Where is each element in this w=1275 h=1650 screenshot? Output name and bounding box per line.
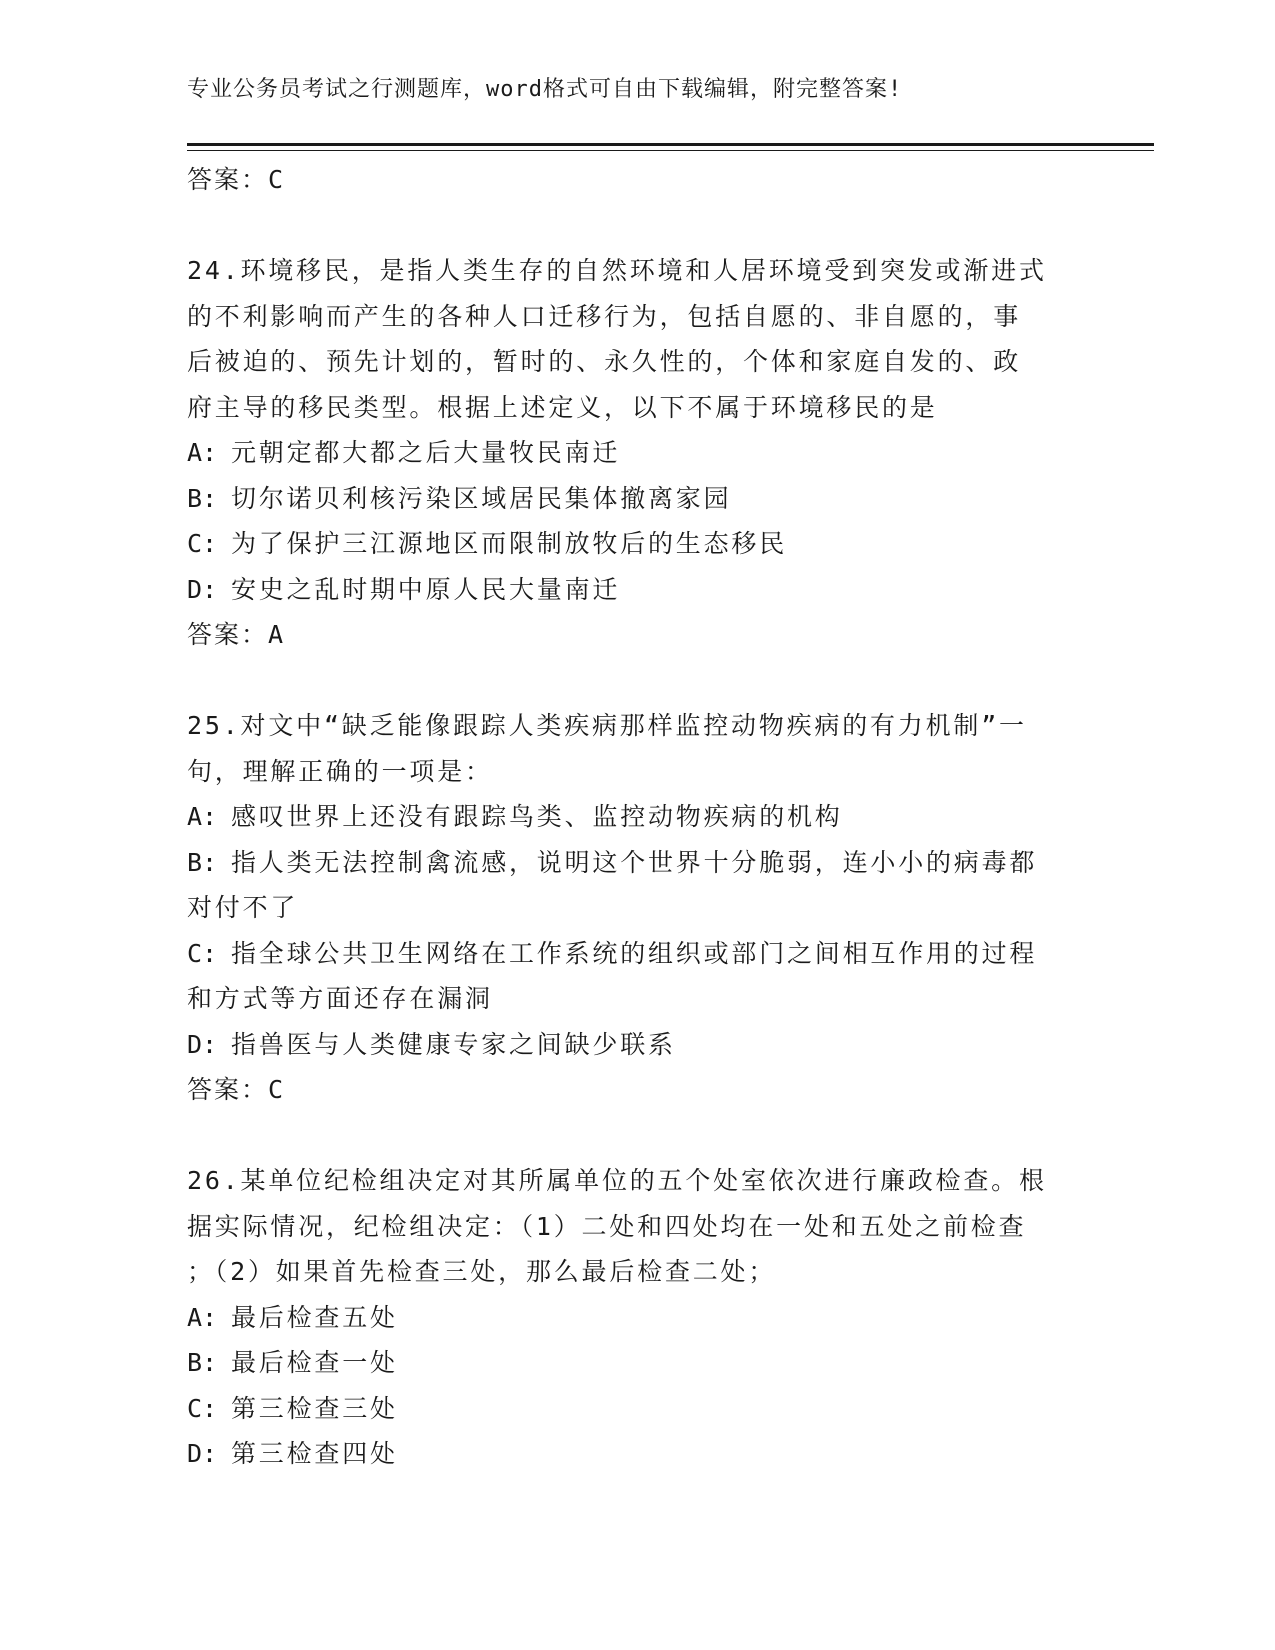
option-text: 指人类无法控制禽流感，说明这个世界十分脆弱，连小小的病毒都 [231, 847, 1038, 877]
option-letter: A: [187, 438, 218, 467]
option-letter: B: [187, 847, 218, 877]
question-25 [187, 703, 1087, 1113]
question-stem-line: 的不利影响而产生的各种人口迁移行为，包括自愿的、非自愿的，事 [187, 301, 1022, 331]
option-text: 第三检查四处 [231, 1439, 398, 1468]
option-d [187, 1431, 1087, 1477]
question-26 [187, 1158, 1087, 1477]
answer-label: 答案：C [187, 1075, 286, 1104]
option-text: 元朝定都大都之后大量牧民南迁 [231, 438, 621, 467]
option-c-continued: 和方式等方面还存在漏洞 [187, 984, 493, 1013]
option-b [187, 476, 1087, 522]
option-text: 切尔诺贝利核污染区域居民集体撤离家园 [231, 483, 732, 513]
option-letter: D: [187, 1029, 218, 1059]
header-rule-thick [187, 143, 1154, 146]
option-a [187, 430, 1087, 476]
option-text: 最后检查五处 [231, 1302, 398, 1332]
option-a [187, 1295, 1087, 1341]
question-stem-line: ；（2）如果首先检查三处，那么最后检查二处； [187, 1257, 777, 1286]
question-stem-line: 句，理解正确的一项是： [187, 756, 493, 786]
option-b [187, 1340, 1087, 1386]
previous-answer: 答案：C [187, 165, 286, 194]
option-b [187, 840, 1087, 886]
option-letter: C: [187, 938, 218, 968]
answer-label: 答案：A [187, 620, 286, 649]
document-body [187, 157, 1087, 1477]
option-letter: A: [187, 802, 218, 831]
option-text: 指全球公共卫生网络在工作系统的组织或部门之间相互作用的过程 [231, 938, 1038, 968]
option-text: 为了保护三江源地区而限制放牧后的生态移民 [231, 529, 788, 558]
option-c [187, 931, 1087, 977]
option-text: 第三检查三处 [231, 1393, 398, 1423]
question-stem-line: 据实际情况，纪检组决定：（1）二处和四处均在一处和五处之前检查 [187, 1211, 1027, 1241]
question-stem-line: 府主导的移民类型。根据上述定义，以下不属于环境移民的是 [187, 392, 938, 422]
question-stem-line: 后被迫的、预先计划的，暂时的、永久性的，个体和家庭自发的、政 [187, 347, 1022, 376]
spacer [187, 1113, 1087, 1159]
question-stem-line: 25.对文中“缺乏能像跟踪人类疾病那样监控动物疾病的有力机制”一 [187, 711, 1027, 740]
option-letter: A: [187, 1302, 218, 1332]
question-stem-line: 26.某单位纪检组决定对其所属单位的五个处室依次进行廉政检查。根 [187, 1166, 1047, 1195]
question-24 [187, 248, 1087, 658]
option-d [187, 1022, 1087, 1068]
page-header: 专业公务员考试之行测题库，word格式可自由下载编辑，附完整答案! [187, 77, 903, 102]
spacer [187, 658, 1087, 704]
header-rule-thin [187, 150, 1154, 151]
option-letter: B: [187, 1348, 218, 1377]
spacer [187, 203, 1087, 249]
option-text: 感叹世界上还没有跟踪鸟类、监控动物疾病的机构 [231, 802, 843, 831]
option-text: 最后检查一处 [231, 1348, 398, 1377]
option-letter: B: [187, 483, 218, 513]
option-text: 指兽医与人类健康专家之间缺少联系 [231, 1029, 676, 1059]
option-letter: D: [187, 1439, 218, 1468]
question-stem-line: 24.环境移民，是指人类生存的自然环境和人居环境受到突发或渐进式 [187, 256, 1047, 285]
option-c [187, 1386, 1087, 1432]
option-letter: D: [187, 574, 218, 604]
option-c [187, 521, 1087, 567]
option-b-continued: 对付不了 [187, 893, 299, 922]
option-letter: C: [187, 529, 218, 558]
option-text: 安史之乱时期中原人民大量南迁 [231, 574, 621, 604]
option-d [187, 567, 1087, 613]
option-letter: C: [187, 1393, 218, 1423]
option-a [187, 794, 1087, 840]
